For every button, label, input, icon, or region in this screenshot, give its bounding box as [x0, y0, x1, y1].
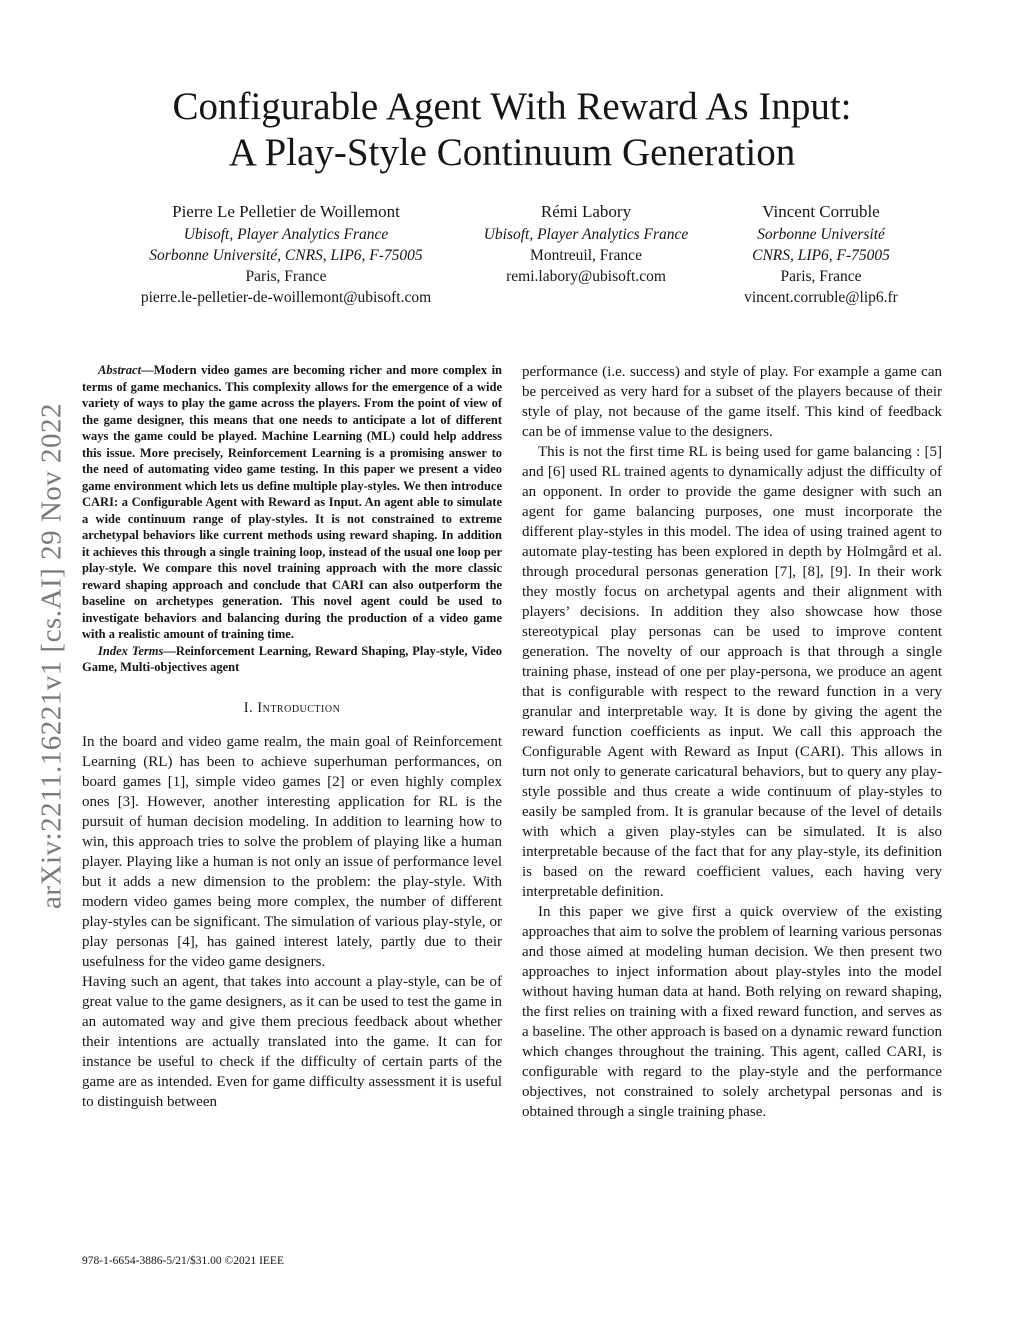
- copyright-footer: 978-1-6654-3886-5/21/$31.00 ©2021 IEEE: [82, 1255, 284, 1267]
- author-affiliation: Ubisoft, Player Analytics France: [183, 226, 389, 243]
- author-1: [96, 200, 476, 308]
- intro-paragraph-2: Having such an agent, that takes into account a play-style, can be of great value to the game designers, as it can be used to test the game in an automated way and give them precious feedback about whether their intentions are actually translated into the game. It can for instance be useful to check if the difficulty of certain parts of the game are as intended. Even for game difficulty assessment it is useful to distinguish between: [82, 973, 502, 1110]
- author-name: Pierre Le Pelletier de Woillemont: [172, 202, 400, 221]
- left-column: [82, 362, 502, 1112]
- author-email[interactable]: remi.labory@ubisoft.com: [506, 268, 666, 285]
- author-name: Vincent Corruble: [762, 202, 880, 221]
- index-terms-text: —Reinforcement Learning, Reward Shaping, Play-style, Video Game, Multi-objectives agent: [82, 643, 502, 674]
- author-name: Rémi Labory: [540, 202, 632, 221]
- arxiv-identifier: arXiv:2211.16221v1 [cs.AI] 29 Nov 2022: [35, 402, 68, 910]
- author-affiliation: CNRS, LIP6, F-75005: [752, 247, 890, 264]
- index-terms-label: Index Terms: [98, 643, 164, 658]
- intro-paragraph-1: In the board and video game realm, the main goal of Reinforcement Learning (RL) has been to achieve superhuman performances, on board games [1], simple video games [2] or even highly complex ones [3]. However, another interesting application for RL is the pursuit of human decision modeling. In addition to learning how to win, this approach tries to solve the problem of playing like a human player. Playing like a human is not only an issue of performance level but it adds a new dimension to the problem: the play-style. With modern video games being more complex, the number of different play-styles can be significant. The simulation of various play-style, or play personas [4], has gained interest lately, partly due to their usefulness for the video game designers.: [82, 733, 502, 970]
- abstract: [82, 362, 502, 643]
- section-heading-introduction: I. Introduction: [243, 699, 341, 716]
- author-city: Montreuil, France: [530, 247, 642, 264]
- author-email[interactable]: pierre.le-pelletier-de-woillemont@ubisoft.com: [140, 289, 432, 306]
- abstract-label: Abstract: [98, 363, 142, 377]
- author-affiliation: Ubisoft, Player Analytics France: [483, 226, 689, 243]
- author-city: Paris, France: [780, 268, 862, 285]
- author-affiliation: Sorbonne Université, CNRS, LIP6, F-75005: [149, 247, 423, 264]
- author-affiliation: Sorbonne Université: [757, 226, 885, 243]
- abstract-text: —Modern video games are becoming richer and more complex in terms of game mechanics. This complexity allows for the emergence of a wide variety of ways to play the game across the players. From the point of view of the game designer, this means that one needs to anticipate a lot of different ways the game could be played. Machine Learning (ML) could help address this issue. More precisely, Reinforcement Learning is a promising answer to the need of automating video game testing. In this paper we present a video game environment which lets us define multiple play-styles. We then introduce CARI: a Configurable Agent with Reward as Input. An agent able to simulate a wide continuum range of play-styles. It is not constrained to extreme archetypal behaviors like current methods using reward shaping. In addition it achieves this through a single training loop, instead of the usual one loop per play-style. We compare this novel training approach with the more classic reward shaping approach and conclude that CARI can also outperform the baseline on archetypes generation. This novel agent could be used to investigate behaviors and balancing during the production of a video game with a realistic amount of training time.: [82, 363, 502, 641]
- title-line-2: A Play-Style Continuum Generation: [228, 131, 796, 174]
- right-paragraph-2: This is not the first time RL is being used for game balancing : [5] and [6] used RL trained agents to dynamically adjust the difficulty of an opponent. In order to provide the game designer with such an agent for game balancing purposes, one must incorporate the different play-styles in this model. The idea of using trained agent to automate play-testing has been explored in depth by Holmgård et al. through procedural personas generation [7], [8], [9]. In their work they mostly focus on archetypal agents and their alignment with players’ decisions. In addition they also showcase how those stereotypical play personas can be used to improve content generation. The novelty of our approach is that through a single training phase, instead of one per play-persona, we produce an agent that is configurable with respect to the reward function in a very granular and interpretable way. It is done by giving the agent the reward function coefficients as input. We call this approach the Configurable Agent with Reward as Input (CARI). This allows in turn not only to generate caricatural behaviors, but to query any play-style possible and thus create a wide continuum of play-styles to easily be sampled from. It is granular because of the level of details with which a given play-styles can be simulated. It is also interpretable because of the fact that for any play-style, its definition is based on the reward coefficient values, each having very interpretable definition.: [522, 444, 942, 900]
- author-city: Paris, France: [245, 268, 327, 285]
- index-terms: [82, 643, 502, 676]
- author-2: [446, 200, 726, 287]
- paper-title: [0, 84, 1024, 176]
- author-3: [706, 200, 936, 308]
- right-paragraph-1: performance (i.e. success) and style of play. For example a game can be perceived as very hard for a subset of the players because of their style of play, not because of the game itself. This kind of feedback can be of immense value to the designers.: [522, 364, 942, 440]
- title-line-1: Configurable Agent With Reward As Input:: [172, 85, 852, 128]
- right-column: [522, 362, 942, 1122]
- author-email[interactable]: vincent.corruble@lip6.fr: [744, 289, 898, 306]
- right-paragraph-3: In this paper we give first a quick overview of the existing approaches that aim to solve the problem of learning various personas and those aimed at modeling human decision. We then present two approaches to inject information about play-styles into the model without having human data at hand. Both relying on reward shaping, the first relies on training with a fixed reward function, and serves as a baseline. The other approach is based on a dynamic reward function which changes throughout the training. This agent, called CARI, is configurable with regard to the play-style and the performance objectives, not constrained to solely archetypal personas and is obtained through a single training phase.: [522, 904, 942, 1120]
